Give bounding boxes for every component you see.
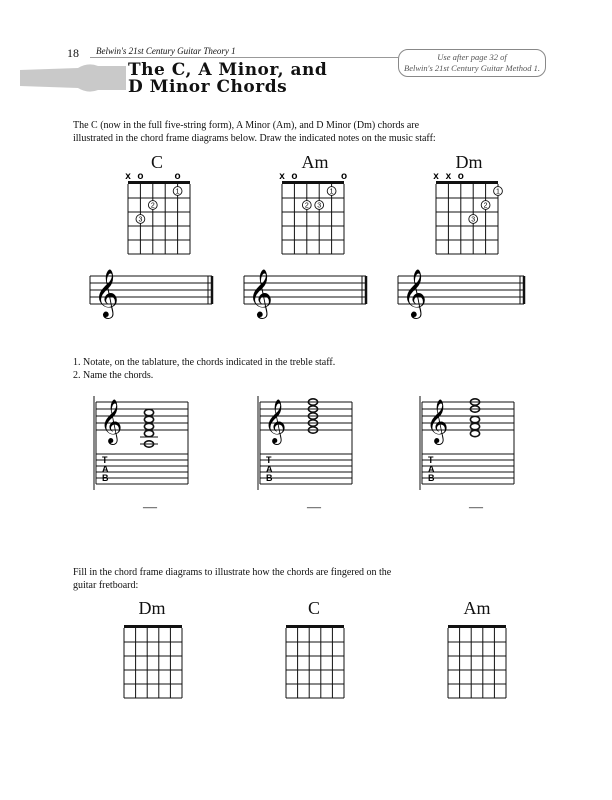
callout-line-2: Belwin's 21st Century Guitar Method 1.	[404, 63, 540, 73]
open-string-mark: o	[137, 171, 144, 182]
finger-number: 1	[175, 188, 180, 196]
callout-line-1: Use after page 32 of	[437, 52, 507, 62]
treble-clef-icon: 𝄞	[94, 269, 119, 316]
answer-blank-2[interactable]: —	[307, 500, 321, 515]
treble-clef-icon: 𝄞	[264, 401, 287, 443]
open-string-mark: o	[340, 171, 348, 182]
finger-number: 2	[150, 202, 155, 210]
tab-label-a: A	[266, 464, 273, 474]
blank-chord-frame-c[interactable]	[282, 622, 348, 702]
chord-frame-nut	[286, 625, 344, 628]
finger-number: 1	[496, 188, 500, 196]
running-head: Belwin's 21st Century Guitar Theory 1	[96, 46, 236, 56]
page-title	[128, 62, 327, 96]
open-string-mark: o	[291, 171, 298, 182]
treble-clef-icon: 𝄞	[100, 401, 123, 443]
chord-frame-nut	[124, 625, 182, 628]
muted-string-mark: x	[125, 171, 131, 182]
fill-in-paragraph	[73, 566, 493, 592]
guitar-head-banner	[18, 60, 128, 94]
treble-clef-icon: 𝄞	[248, 269, 273, 316]
tab-label-t: T	[102, 455, 108, 465]
chord-name-dm: Dm	[455, 152, 483, 172]
intro-line-1: The C (now in the full five-string form), A Minor (Am), and D Minor (Dm) chords are	[73, 120, 420, 131]
muted-string-mark: x	[433, 171, 439, 182]
chord-frame-am	[274, 170, 350, 260]
finger-number: 2	[304, 202, 309, 210]
muted-string-mark: x	[445, 171, 452, 182]
treble-staff-2	[242, 262, 372, 322]
instruction-1: 1. Notate, on the tablature, the chords indicated in the treble staff.	[73, 357, 336, 368]
header-rule	[90, 57, 398, 58]
blank-frame-name-am: Am	[463, 598, 491, 618]
chord-name-am: Am	[301, 152, 329, 172]
tab-label-t: T	[266, 455, 272, 465]
chord-frame-nut	[448, 625, 506, 628]
blank-frame-name-dm: Dm	[138, 598, 166, 618]
staff-tab-system-3	[418, 392, 518, 502]
open-string-mark: o	[174, 171, 181, 182]
chord-frame-dm	[428, 170, 504, 260]
tab-label-a: A	[428, 464, 435, 474]
title-line-2: D Minor Chords	[128, 77, 288, 97]
treble-staff-3	[396, 262, 530, 322]
title-line-1: The C, A Minor, and	[128, 60, 328, 80]
intro-line-2: illustrated in the chord frame diagrams below. Draw the indicated notes on the music staff:	[73, 133, 436, 144]
fill-in-line-1: Fill in the chord frame diagrams to illustrate how the chords are fingered on the	[73, 567, 392, 578]
tab-label-b: B	[266, 473, 273, 483]
blank-chord-frame-dm[interactable]	[120, 622, 186, 702]
staff-tab-system-1	[92, 392, 192, 502]
treble-staff-1	[88, 262, 218, 322]
finger-number: 3	[138, 216, 143, 224]
page-number: 18	[67, 46, 79, 60]
treble-clef-icon: 𝄞	[402, 269, 427, 316]
tab-label-b: B	[428, 473, 435, 483]
treble-clef-icon: 𝄞	[426, 401, 449, 443]
tab-label-b: B	[102, 473, 109, 483]
blank-frame-name-c: C	[307, 598, 320, 618]
instruction-2: 2. Name the chords.	[73, 370, 154, 381]
blank-chord-frame-am[interactable]	[444, 622, 510, 702]
intro-paragraph	[73, 119, 493, 145]
finger-number: 3	[317, 202, 322, 210]
fill-in-line-2: guitar fretboard:	[73, 580, 139, 591]
answer-blank-1[interactable]: —	[143, 500, 157, 515]
chord-frame-c	[120, 170, 196, 260]
finger-number: 3	[471, 216, 476, 224]
open-string-mark: o	[457, 171, 464, 182]
tab-label-t: T	[428, 455, 434, 465]
answer-blank-3[interactable]: —	[469, 500, 483, 515]
method-callout	[398, 49, 546, 77]
muted-string-mark: x	[279, 171, 285, 182]
staff-tab-system-2	[256, 392, 356, 502]
finger-number: 2	[483, 202, 488, 210]
instructions	[73, 356, 493, 382]
finger-number: 1	[329, 188, 334, 196]
chord-name-c: C	[150, 152, 163, 172]
tab-label-a: A	[102, 464, 109, 474]
